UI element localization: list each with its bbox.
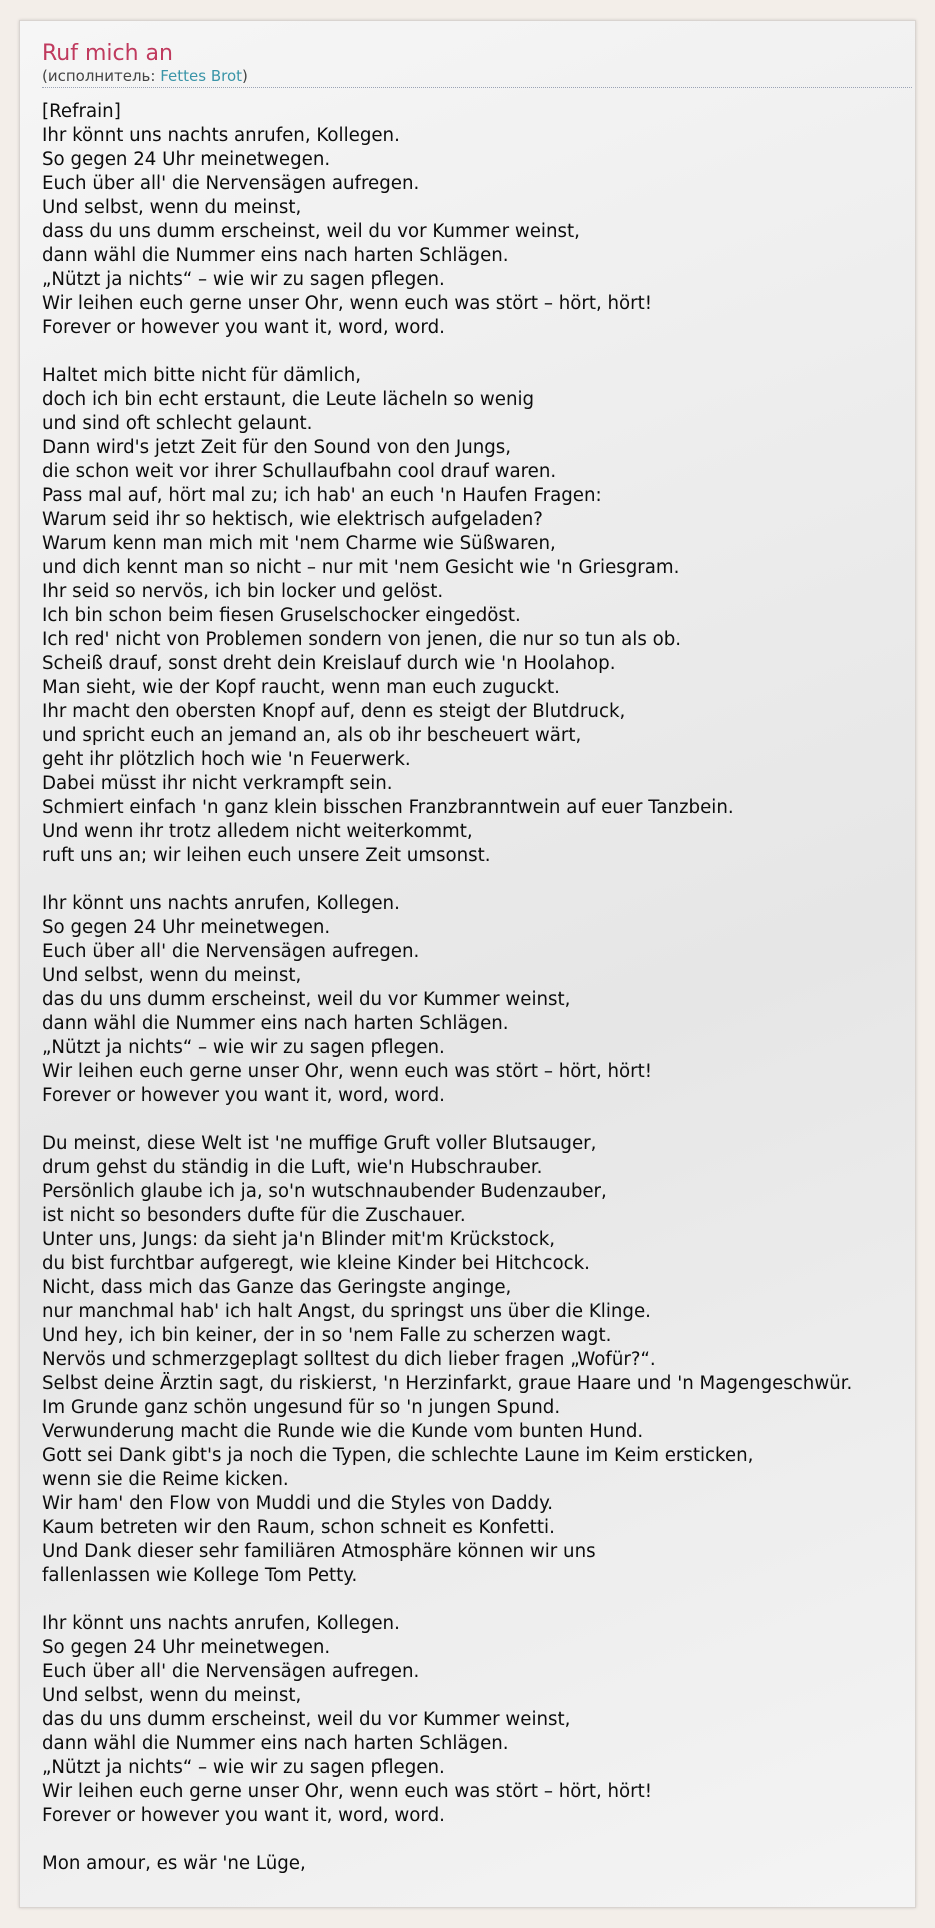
lyric-line: dann wähl die Nummer eins nach harten Schlägen. [42, 1013, 509, 1034]
lyric-line: geht ihr plötzlich hoch wie 'n Feuerwerk. [42, 749, 411, 770]
lyric-line: die schon weit vor ihrer Schullaufbahn cool drauf waren. [42, 461, 557, 482]
lyric-line: „Nützt ja nichts“ – wie wir zu sagen pflegen. [42, 269, 445, 290]
lyric-blank-line [42, 1108, 910, 1132]
lyric-line: fallenlassen wie Kollege Tom Petty. [42, 1565, 358, 1586]
lyric-blank-line [42, 340, 910, 364]
lyric-line: So gegen 24 Uhr meinetwegen. [42, 917, 331, 938]
lyric-line: das du uns dumm erscheinst, weil du vor Kummer weinst, [42, 1709, 571, 1730]
lyric-line: dann wähl die Nummer eins nach harten Schlägen. [42, 1733, 509, 1754]
lyric-line: dass du uns dumm erscheinst, weil du vor Kummer weinst, [42, 221, 580, 242]
lyric-blank-line [42, 868, 910, 892]
performer-prefix: (исполнитель: [42, 67, 161, 85]
lyric-line: Und selbst, wenn du meinst, [42, 965, 302, 986]
lyric-line: Scheiß drauf, sonst dreht dein Kreislauf durch wie 'n Hoolahop. [42, 653, 616, 674]
lyric-line: Forever or however you want it, word, word. [42, 1805, 445, 1826]
lyric-line: Und selbst, wenn du meinst, [42, 1685, 302, 1706]
lyric-blank-line [42, 1588, 910, 1612]
lyric-line: Wir leihen euch gerne unser Ohr, wenn euch was stört – hört, hört! [42, 1781, 653, 1802]
lyric-line: So gegen 24 Uhr meinetwegen. [42, 149, 331, 170]
lyric-line: doch ich bin echt erstaunt, die Leute lächeln so wenig [42, 389, 535, 410]
lyric-line: das du uns dumm erscheinst, weil du vor Kummer weinst, [42, 989, 571, 1010]
lyric-line: Forever or however you want it, word, word. [42, 317, 445, 338]
lyric-line: Im Grunde ganz schön ungesund für so 'n jungen Spund. [42, 1397, 561, 1418]
lyric-line: Unter uns, Jungs: da sieht ja'n Blinder mit'm Krückstock, [42, 1229, 556, 1250]
lyric-line: Warum kenn man mich mit 'nem Charme wie Süßwaren, [42, 533, 556, 554]
lyric-line: Und hey, ich bin keiner, der in so 'nem Falle zu scherzen wagt. [42, 1325, 612, 1346]
lyric-line: und sind oft schlecht gelaunt. [42, 413, 313, 434]
lyric-line: Euch über all' die Nervensägen aufregen. [42, 941, 420, 962]
lyric-line: Gott sei Dank gibt's ja noch die Typen, die schlechte Laune im Keim ersticken, [42, 1445, 754, 1466]
lyric-line: nur manchmal hab' ich halt Angst, du springst uns über die Klinge. [42, 1301, 651, 1322]
lyric-line: drum gehst du ständig in die Luft, wie'n Hubschrauber. [42, 1157, 543, 1178]
lyric-line: Verwunderung macht die Runde wie die Kunde vom bunten Hund. [42, 1421, 644, 1442]
song-title: Ruf mich an [42, 41, 173, 66]
lyric-line: und dich kennt man so nicht – nur mit 'nem Gesicht wie 'n Griesgram. [42, 557, 680, 578]
lyric-line: Dabei müsst ihr nicht verkrampft sein. [42, 773, 393, 794]
lyrics-panel [19, 20, 916, 1908]
lyrics-text [42, 100, 910, 1876]
lyric-line: Warum seid ihr so hektisch, wie elektrisch aufgeladen? [42, 509, 543, 530]
lyric-line: Ich bin schon beim fiesen Gruselschocker eingedöst. [42, 605, 521, 626]
lyric-line: Du meinst, diese Welt ist 'ne muffige Gruft voller Blutsauger, [42, 1133, 597, 1154]
lyric-line: Wir ham' den Flow von Muddi und die Styles von Daddy. [42, 1493, 554, 1514]
performer-line [42, 67, 912, 88]
lyric-line: Haltet mich bitte nicht für dämlich, [42, 365, 362, 386]
lyric-line: Ihr macht den obersten Knopf auf, denn es steigt der Blutdruck, [42, 701, 626, 722]
lyric-line: Dann wird's jetzt Zeit für den Sound von den Jungs, [42, 437, 512, 458]
lyric-line: Und selbst, wenn du meinst, [42, 197, 302, 218]
lyric-line: Ihr könnt uns nachts anrufen, Kollegen. [42, 893, 400, 914]
lyric-line: Nicht, dass mich das Ganze das Geringste anginge, [42, 1277, 512, 1298]
lyric-line: Selbst deine Ärztin sagt, du riskierst, 'n Herzinfarkt, graue Haare und 'n Magengeschwür. [42, 1373, 853, 1394]
lyric-line: Forever or however you want it, word, word. [42, 1085, 445, 1106]
lyric-line: und spricht euch an jemand an, als ob ihr bescheuert wärt, [42, 725, 582, 746]
lyric-line: Pass mal auf, hört mal zu; ich hab' an euch 'n Haufen Fragen: [42, 485, 602, 506]
lyric-line: Ihr seid so nervös, ich bin locker und gelöst. [42, 581, 444, 602]
lyric-line: „Nützt ja nichts“ – wie wir zu sagen pflegen. [42, 1757, 445, 1778]
lyric-line: Mon amour, es wär 'ne Lüge, [42, 1853, 306, 1874]
lyric-line: Man sieht, wie der Kopf raucht, wenn man euch zuguckt. [42, 677, 560, 698]
lyric-line: Ich red' nicht von Problemen sondern von jenen, die nur so tun als ob. [42, 629, 682, 650]
lyric-line: du bist furchtbar aufgeregt, wie kleine Kinder bei Hitchcock. [42, 1253, 590, 1274]
lyric-line: Euch über all' die Nervensägen aufregen. [42, 173, 420, 194]
lyric-line: ist nicht so besonders dufte für die Zuschauer. [42, 1205, 466, 1226]
lyric-line: Wir leihen euch gerne unser Ohr, wenn euch was stört – hört, hört! [42, 1061, 653, 1082]
lyric-line: dann wähl die Nummer eins nach harten Schlägen. [42, 245, 509, 266]
lyric-line: [Refrain] [42, 101, 121, 122]
lyric-blank-line [42, 1828, 910, 1852]
lyric-line: „Nützt ja nichts“ – wie wir zu sagen pflegen. [42, 1037, 445, 1058]
lyric-line: Und wenn ihr trotz alledem nicht weiterkommt, [42, 821, 473, 842]
lyric-line: Kaum betreten wir den Raum, schon schneit es Konfetti. [42, 1517, 555, 1538]
lyric-line: Ihr könnt uns nachts anrufen, Kollegen. [42, 1613, 400, 1634]
lyric-line: Schmiert einfach 'n ganz klein bisschen Franzbranntwein auf euer Tanzbein. [42, 797, 734, 818]
performer-link[interactable]: Fettes Brot [160, 67, 242, 85]
lyric-line: Wir leihen euch gerne unser Ohr, wenn euch was stört – hört, hört! [42, 293, 653, 314]
lyric-line: Persönlich glaube ich ja, so'n wutschnaubender Budenzauber, [42, 1181, 607, 1202]
lyric-line: Und Dank dieser sehr familiären Atmosphäre können wir uns [42, 1541, 596, 1562]
lyric-line: Nervös und schmerzgeplagt solltest du dich lieber fragen „Wofür?“. [42, 1349, 656, 1370]
performer-suffix: ) [242, 67, 248, 85]
lyric-line: Ihr könnt uns nachts anrufen, Kollegen. [42, 125, 400, 146]
lyric-line: ruft uns an; wir leihen euch unsere Zeit umsonst. [42, 845, 491, 866]
lyric-line: Euch über all' die Nervensägen aufregen. [42, 1661, 420, 1682]
lyric-line: wenn sie die Reime kicken. [42, 1469, 289, 1490]
lyric-line: So gegen 24 Uhr meinetwegen. [42, 1637, 331, 1658]
lyrics-content [42, 41, 910, 1876]
